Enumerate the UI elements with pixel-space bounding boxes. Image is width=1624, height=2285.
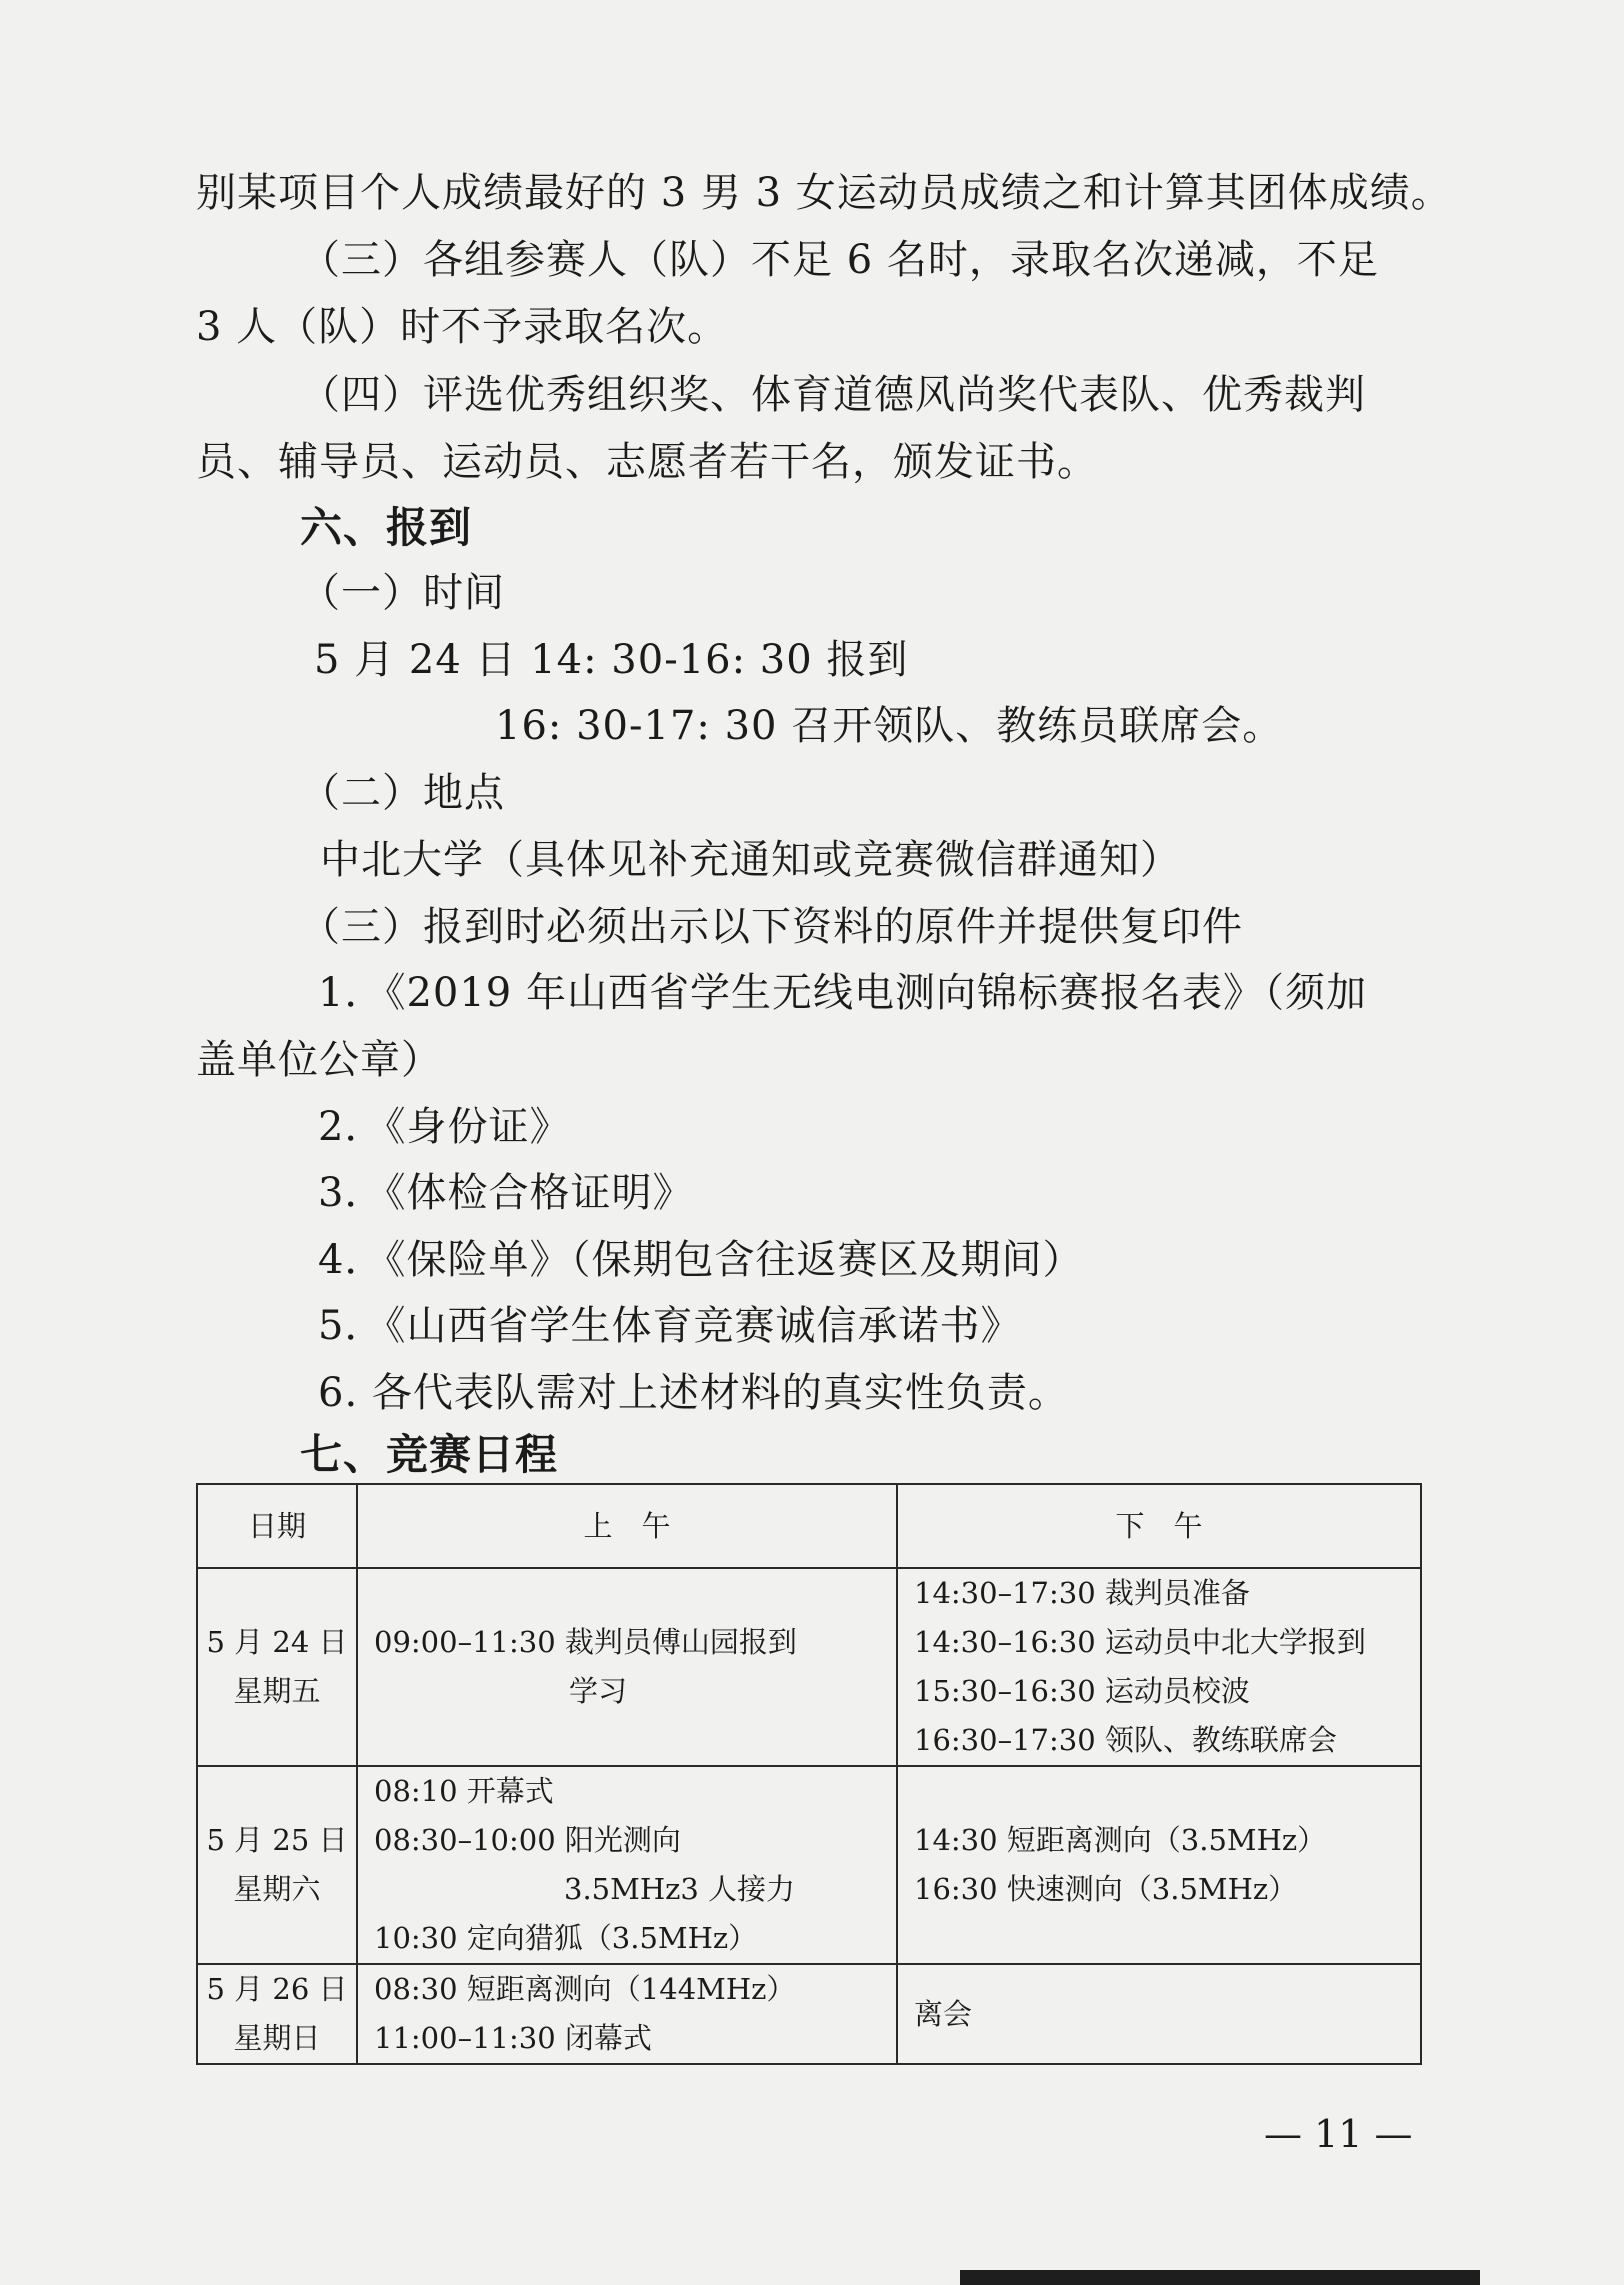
morning-cell — [357, 1568, 897, 1766]
afternoon-cell — [897, 1568, 1421, 1766]
table-header-row — [197, 1484, 1421, 1568]
afternoon-cell — [897, 1964, 1421, 2064]
afternoon-entry: 16:30 快速测向（3.5MHz） — [914, 1872, 1298, 1906]
paragraph-item-4-line2: 员、辅导员、运动员、志愿者若干名，颁发证书。 — [196, 439, 1098, 485]
morning-entry: 10:30 定向猎狐（3.5MHz） — [374, 1921, 758, 1955]
scan-edge-bar — [960, 2270, 1480, 2285]
location-text: 中北大学（具体见补充通知或竞赛微信群通知） — [320, 837, 1181, 883]
row-date — [197, 1568, 357, 1766]
table-row — [197, 1766, 1421, 1964]
date-text: 5 月 25 日 — [206, 1823, 348, 1857]
morning-entry: 3.5MHz3 人接力 — [564, 1872, 796, 1906]
paragraph-team-score: 别某项目个人成绩最好的 3 男 3 女运动员成绩之和计算其团体成绩。 — [196, 170, 1452, 216]
time-line-2: 16: 30-17: 30 召开领队、教练员联席会。 — [495, 703, 1284, 749]
morning-entry: 学习 — [569, 1674, 628, 1708]
afternoon-entry: 离会 — [914, 1996, 973, 2031]
header-afternoon: 下 午 — [897, 1484, 1421, 1568]
section-heading-schedule: 七、竞赛日程 — [300, 1430, 559, 1479]
document-item-1-line2: 盖单位公章） — [196, 1037, 442, 1083]
morning-entry: 08:10 开幕式 — [374, 1774, 554, 1808]
morning-entry: 09:00–11:30 裁判员傅山园报到 — [374, 1625, 797, 1659]
morning-entry: 11:00–11:30 闭幕式 — [374, 2021, 652, 2055]
paragraph-item-3-line2: 3 人（队）时不予录取名次。 — [196, 304, 729, 350]
weekday-text: 星期日 — [233, 2021, 321, 2055]
page-number: — 11 — — [1264, 2112, 1413, 2156]
weekday-text: 星期五 — [233, 1674, 321, 1708]
date-text: 5 月 24 日 — [206, 1625, 348, 1659]
row-date — [197, 1964, 357, 2064]
morning-cell — [357, 1766, 897, 1964]
afternoon-cell — [897, 1766, 1421, 1964]
paragraph-item-3-line1: （三）各组参赛人（队）不足 6 名时，录取名次递减，不足 — [300, 237, 1379, 283]
document-item-3: 3．《体检合格证明》 — [318, 1170, 694, 1216]
morning-entry: 08:30 短距离测向（144MHz） — [374, 1972, 796, 2006]
paragraph-item-4-line1: （四）评选优秀组织奖、体育道德风尚奖代表队、优秀裁判 — [300, 372, 1366, 418]
header-date: 日期 — [197, 1484, 357, 1568]
afternoon-entry: 14:30–17:30 裁判员准备 — [914, 1576, 1250, 1610]
document-item-1-line1: 1．《2019 年山西省学生无线电测向锦标赛报名表》（须加 — [318, 970, 1367, 1016]
subheading-documents: （三）报到时必须出示以下资料的原件并提供复印件 — [300, 904, 1243, 950]
weekday-text: 星期六 — [233, 1872, 321, 1906]
subheading-location: （二）地点 — [300, 770, 505, 816]
section-heading-check-in: 六、报到 — [300, 503, 473, 552]
document-item-4: 4．《保险单》（保期包含往返赛区及期间） — [318, 1237, 1084, 1283]
morning-entry: 08:30–10:00 阳光测向 — [374, 1823, 681, 1857]
header-morning: 上 午 — [357, 1484, 897, 1568]
afternoon-entry: 14:30–16:30 运动员中北大学报到 — [914, 1625, 1366, 1659]
subheading-time: （一）时间 — [300, 570, 505, 616]
date-text: 5 月 26 日 — [206, 1972, 348, 2006]
document-item-5: 5．《山西省学生体育竞赛诚信承诺书》 — [318, 1303, 1022, 1349]
document-item-2: 2．《身份证》 — [318, 1104, 571, 1150]
afternoon-entry: 14:30 短距离测向（3.5MHz） — [914, 1823, 1327, 1857]
morning-cell — [357, 1964, 897, 2064]
row-date — [197, 1766, 357, 1964]
table-row — [197, 1568, 1421, 1766]
time-line-1: 5 月 24 日 14: 30-16: 30 报到 — [314, 637, 909, 683]
document-item-6: 6. 各代表队需对上述材料的真实性负责。 — [318, 1370, 1069, 1416]
table-row — [197, 1964, 1421, 2064]
schedule-table — [196, 1483, 1422, 2065]
afternoon-entry: 16:30–17:30 领队、教练联席会 — [914, 1723, 1337, 1757]
afternoon-entry: 15:30–16:30 运动员校波 — [914, 1674, 1250, 1708]
